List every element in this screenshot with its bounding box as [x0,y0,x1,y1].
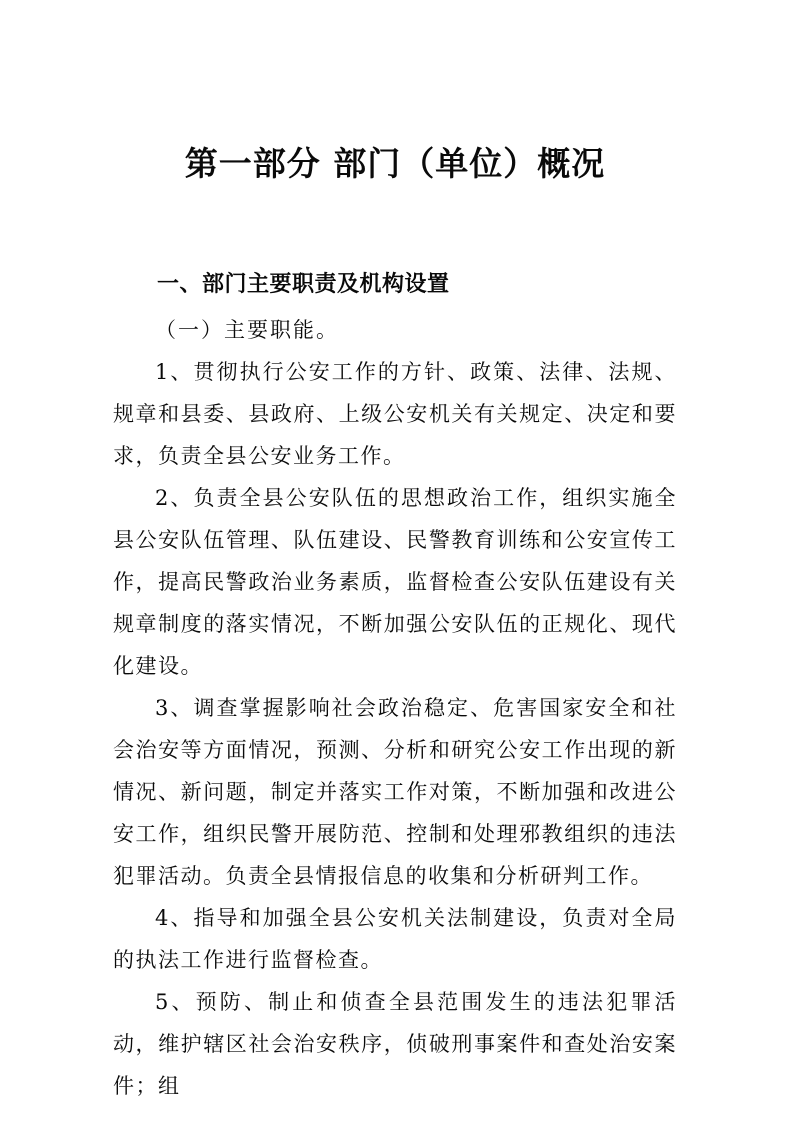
section-heading: 一、部门主要职责及机构设置 [157,271,450,296]
body-paragraph: 5、预防、制止和侦查全县范围发生的违法犯罪活动，维护辖区社会治安秩序，侦破刑事案件和查处治安案件；组 [113,990,677,1098]
document-title: 第一部分 部门（单位）概况 [184,144,606,183]
subsection-heading: （一）主要职能。 [155,318,339,342]
body-paragraph: 3、调查掌握影响社会政治稳定、危害国家安全和社会治安等方面情况，预测、分析和研究公安工作出现的新情况、新问题，制定并落实工作对策，不断加强和改进公安工作，组织民警开展防范、控制和处理邪教组织的违法犯罪活动。负责全县情报信息的收集和分析研判工作。 [113,696,677,888]
body-paragraph: 1、贯彻执行公安工作的方针、政策、法律、法规、规章和县委、县政府、上级公安机关有关规定、决定和要求，负责全县公安业务工作。 [113,360,677,468]
body-paragraph: 4、指导和加强全县公安机关法制建设，负责对全局的执法工作进行监督检查。 [113,906,677,972]
body-paragraph: 2、负责全县公安队伍的思想政治工作，组织实施全县公安队伍管理、队伍建设、民警教育训练和公安宣传工作，提高民警政治业务素质，监督检查公安队伍建设有关规章制度的落实情况，不断加强公安队伍的正规化、现代化建设。 [113,486,677,678]
